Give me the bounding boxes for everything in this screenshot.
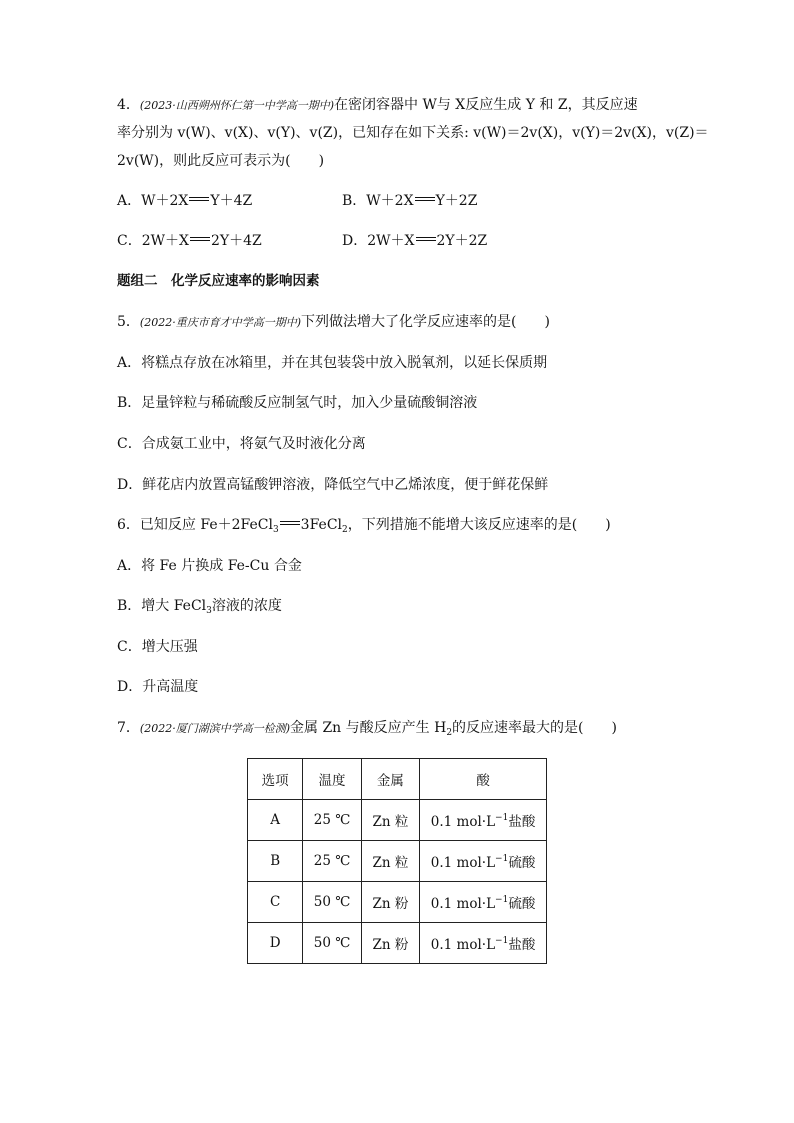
products: Y＋4Z bbox=[210, 193, 253, 209]
q5-number: 5． bbox=[117, 314, 140, 330]
q5-option-a[interactable]: A．将糕点存放在冰箱里，并在其包装袋中放入脱氧剂，以延长保质期 bbox=[117, 355, 548, 371]
subscript: 3 bbox=[272, 525, 279, 535]
q6-stem-part1: 已知反应 Fe＋2FeCl bbox=[139, 517, 273, 533]
reactants: 2W＋X bbox=[367, 233, 415, 249]
cell-option: D bbox=[248, 923, 303, 964]
q7-stem bbox=[117, 718, 617, 743]
cell-option: C bbox=[248, 882, 303, 923]
q4-stem-part1: 在密闭容器中 W与 X反应生成 Y 和 Z，其反应速 bbox=[334, 97, 638, 113]
q7-source: (2022·厦门湖滨中学高一检测) bbox=[139, 722, 290, 735]
q4-line1 bbox=[117, 95, 638, 116]
header-acid: 酸 bbox=[420, 759, 547, 800]
q6-option-b[interactable] bbox=[117, 596, 282, 621]
q7-number: 7． bbox=[117, 720, 140, 736]
equals-sign bbox=[190, 237, 210, 241]
cell-option: B bbox=[248, 841, 303, 882]
table-row[interactable] bbox=[248, 923, 547, 964]
header-temperature: 温度 bbox=[303, 759, 361, 800]
cell-acid bbox=[420, 923, 547, 964]
reactants: W＋2X bbox=[141, 193, 189, 209]
acid-concentration: 0.1 mol·L bbox=[430, 937, 496, 953]
subscript: 2 bbox=[342, 525, 348, 535]
q4-option-a[interactable] bbox=[117, 191, 252, 211]
acid-name: 硫酸 bbox=[508, 855, 536, 871]
q7-table bbox=[247, 758, 547, 964]
header-metal: 金属 bbox=[361, 759, 419, 800]
superscript: −1 bbox=[495, 936, 509, 946]
products: 2Y＋4Z bbox=[210, 233, 262, 249]
q5-stem bbox=[117, 312, 550, 333]
q4-source: (2023·山西朔州怀仁第一中学高一期中) bbox=[139, 99, 334, 112]
q6-stem-part3: ，下列措施不能增大该反应速率的是( ) bbox=[347, 517, 611, 533]
acid-name: 硫酸 bbox=[508, 896, 536, 912]
q6-number: 6． bbox=[117, 517, 140, 533]
cell-metal: Zn 粉 bbox=[361, 923, 419, 964]
cell-acid bbox=[420, 841, 547, 882]
table-row[interactable] bbox=[248, 882, 547, 923]
q6-stem-part2: 3FeCl bbox=[300, 517, 343, 533]
q5-option-b[interactable]: B．足量锌粒与稀硫酸反应制氢气时，加入少量硫酸铜溶液 bbox=[117, 395, 478, 411]
q4-option-b[interactable] bbox=[342, 191, 477, 211]
q6-option-a[interactable]: A．将 Fe 片换成 Fe-Cu 合金 bbox=[117, 558, 302, 574]
products: 2Y＋2Z bbox=[436, 233, 488, 249]
reactants: W＋2X bbox=[366, 193, 414, 209]
q4-option-c[interactable] bbox=[117, 231, 262, 251]
cell-temperature: 50 ℃ bbox=[303, 923, 361, 964]
acid-concentration: 0.1 mol·L bbox=[430, 814, 496, 830]
cell-metal: Zn 粒 bbox=[361, 800, 419, 841]
q5-source: (2022·重庆市育才中学高一期中) bbox=[139, 316, 301, 329]
subscript: 3 bbox=[206, 606, 212, 616]
superscript: −1 bbox=[495, 854, 509, 864]
cell-option: A bbox=[248, 800, 303, 841]
q5-stem-text: 下列做法增大了化学反应速率的是( ) bbox=[301, 314, 550, 330]
products: Y＋2Z bbox=[435, 193, 478, 209]
q4-option-d[interactable] bbox=[342, 231, 487, 251]
option-label: B． bbox=[342, 193, 367, 209]
q6-stem bbox=[117, 515, 611, 540]
section-heading: 题组二 化学反应速率的影响因素 bbox=[117, 273, 320, 289]
equals-sign bbox=[189, 197, 209, 201]
q6-option-b-part2: 溶液的浓度 bbox=[211, 598, 282, 614]
equals-sign bbox=[416, 237, 436, 241]
table-row[interactable] bbox=[248, 800, 547, 841]
q4-line2: 率分别为 v(W)、v(X)、v(Y)、v(Z)，已知存在如下关系: v(W)＝2v(X)，v(Y)＝2v(X)，v(Z)＝ bbox=[117, 125, 709, 141]
table-header-row bbox=[248, 759, 547, 800]
superscript: −1 bbox=[495, 895, 509, 905]
equals-sign bbox=[415, 197, 435, 201]
header-option: 选项 bbox=[248, 759, 303, 800]
q6-option-c[interactable]: C．增大压强 bbox=[117, 639, 198, 655]
reactants: 2W＋X bbox=[141, 233, 189, 249]
q5-option-c[interactable]: C．合成氨工业中，将氨气及时液化分离 bbox=[117, 436, 366, 452]
cell-metal: Zn 粒 bbox=[361, 841, 419, 882]
q4-number: 4． bbox=[117, 97, 140, 113]
option-label: A． bbox=[117, 193, 142, 209]
cell-temperature: 50 ℃ bbox=[303, 882, 361, 923]
equals-sign bbox=[280, 521, 300, 525]
table-row[interactable] bbox=[248, 841, 547, 882]
option-label: D． bbox=[342, 233, 368, 249]
cell-acid bbox=[420, 882, 547, 923]
option-label: C． bbox=[117, 233, 142, 249]
cell-metal: Zn 粉 bbox=[361, 882, 419, 923]
subscript: 2 bbox=[446, 728, 453, 738]
q7-stem-part2: 的反应速率最大的是( ) bbox=[452, 720, 617, 736]
q7-stem-part1: 金属 Zn 与酸反应产生 H bbox=[290, 720, 447, 736]
superscript: −1 bbox=[495, 813, 509, 823]
q6-option-b-part1: B．增大 FeCl bbox=[117, 598, 207, 614]
q6-option-d[interactable]: D．升高温度 bbox=[117, 679, 199, 695]
cell-acid bbox=[420, 800, 547, 841]
q4-line3: 2v(W)，则此反应可表示为( ) bbox=[117, 153, 325, 169]
cell-temperature: 25 ℃ bbox=[303, 800, 361, 841]
acid-concentration: 0.1 mol·L bbox=[430, 896, 496, 912]
acid-name: 盐酸 bbox=[508, 814, 536, 830]
q5-option-d[interactable]: D．鲜花店内放置高锰酸钾溶液，降低空气中乙烯浓度，便于鲜花保鲜 bbox=[117, 477, 549, 493]
acid-concentration: 0.1 mol·L bbox=[430, 855, 496, 871]
cell-temperature: 25 ℃ bbox=[303, 841, 361, 882]
acid-name: 盐酸 bbox=[508, 937, 536, 953]
